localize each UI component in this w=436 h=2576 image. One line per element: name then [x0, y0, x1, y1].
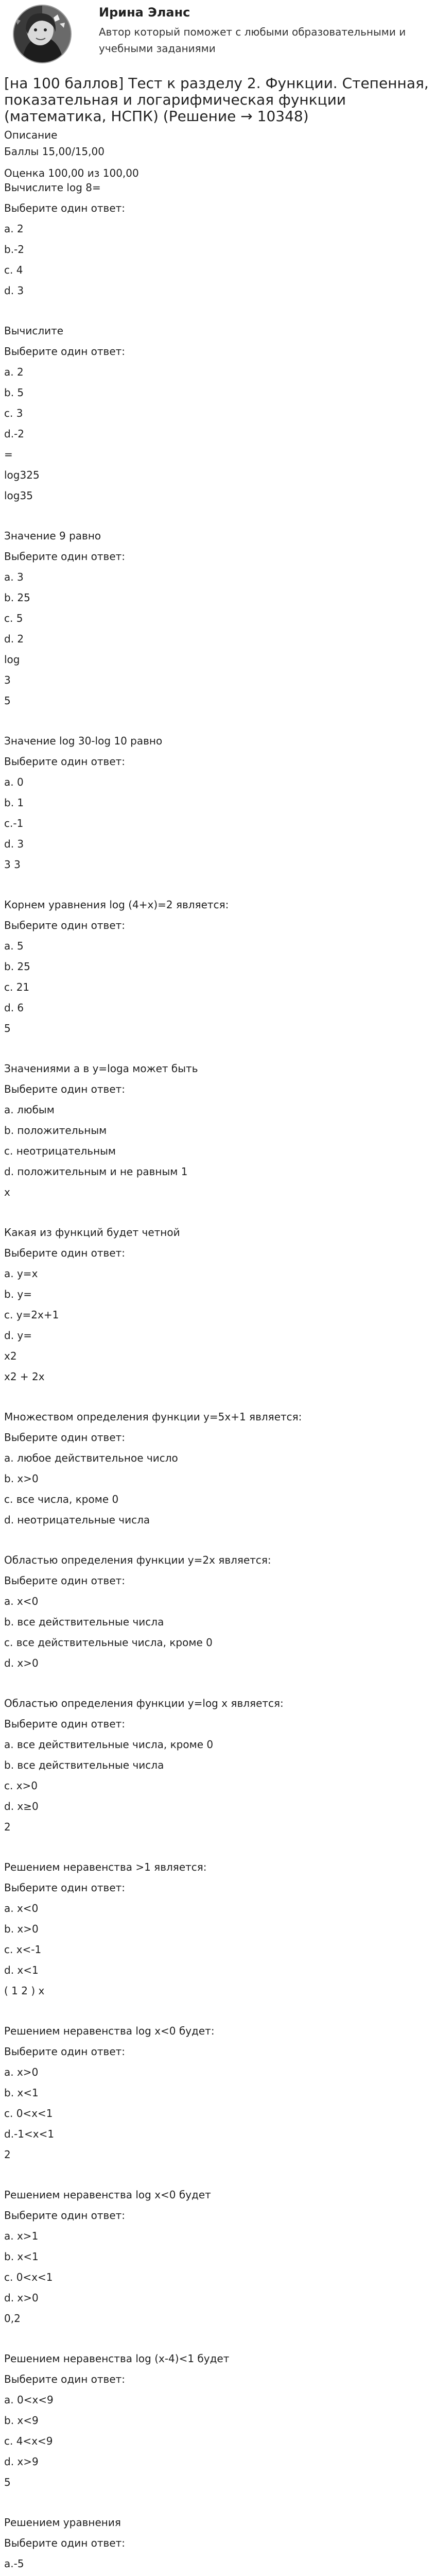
- page-title: [на 100 баллов] Тест к разделу 2. Функции. Степенная, показательная и логарифмическая функции (математика, НСПК) (Решение → 10348): [4, 75, 429, 125]
- question-block: [4, 2189, 432, 2352]
- answer-option: d. x>9: [4, 2455, 39, 2468]
- question-text: Вычислите log 8=: [4, 181, 101, 194]
- answer-option: c. 4<x<9: [4, 2435, 53, 2447]
- answer-option: b. 25: [4, 591, 30, 604]
- answer-option: b. положительным: [4, 1124, 107, 1137]
- question-block: [4, 325, 432, 530]
- answer-option: b. x>0: [4, 1923, 39, 1935]
- answer-option: a. любым: [4, 1104, 55, 1116]
- question-block: [4, 1411, 432, 1554]
- question-text: Решением неравенства >1 является:: [4, 1861, 207, 1873]
- answer-option: b. x>0: [4, 1472, 39, 1485]
- answer-option: c. все числа, кроме 0: [4, 1493, 119, 1505]
- answer-option: c.-1: [4, 817, 24, 829]
- answer-option: b. 25: [4, 960, 30, 973]
- answer-prompt: Выберите один ответ:: [4, 2537, 126, 2549]
- answer-option: c. x<-1: [4, 1943, 42, 1956]
- question-text: Областью определения функции y=log x является:: [4, 1697, 284, 1709]
- question-block: [4, 2025, 432, 2189]
- answer-option: a. x>0: [4, 2066, 39, 2078]
- answer-option: d. x<1: [4, 1964, 39, 1976]
- answer-option: a.-5: [4, 2557, 24, 2570]
- question-block: [4, 2516, 432, 2576]
- answer-option: c. все действительные числа, кроме 0: [4, 1636, 213, 1649]
- question-text: Какая из функций будет четной: [4, 1226, 180, 1239]
- answer-option: b. x<1: [4, 2087, 39, 2099]
- answer-option: c. 5: [4, 612, 23, 624]
- avatar-portrait-icon: [6, 3, 78, 65]
- answer-option: b. x<1: [4, 2250, 39, 2263]
- answer-option: d.-1<x<1: [4, 2128, 55, 2140]
- question-block: [4, 1062, 432, 1226]
- answer-prompt: Выберите один ответ:: [4, 755, 126, 768]
- author-name: Ирина Эланс: [99, 5, 190, 20]
- answer-option: a. 3: [4, 571, 24, 583]
- question-block: [4, 2352, 432, 2516]
- answer-option: a. 0: [4, 776, 24, 788]
- answer-text: =: [4, 448, 13, 461]
- answer-option: a. x<0: [4, 1902, 39, 1914]
- author-header: [0, 0, 436, 72]
- answer-prompt: Выберите один ответ:: [4, 2045, 126, 2058]
- answer-option: d. 6: [4, 1002, 24, 1014]
- answer-text: log35: [4, 489, 33, 502]
- question-block: [4, 1554, 432, 1697]
- question-text: Значение log 30-log 10 равно: [4, 735, 163, 747]
- answer-text: 5: [4, 2476, 11, 2488]
- answer-option: c. 0<x<1: [4, 2107, 53, 2120]
- answer-text: ( 1 2 ) x: [4, 1985, 45, 1997]
- answer-text: x2: [4, 1350, 17, 1362]
- answer-option: b. все действительные числа: [4, 1759, 164, 1771]
- answer-option: c. 3: [4, 407, 23, 419]
- answer-option: b.-2: [4, 243, 24, 256]
- answer-text: 5: [4, 694, 11, 707]
- answer-option: a. 0<x<9: [4, 2394, 54, 2406]
- answer-option: b. все действительные числа: [4, 1616, 164, 1628]
- answer-option: c. 4: [4, 264, 23, 276]
- question-text: Значениями a в y=loga может быть: [4, 1062, 198, 1075]
- answer-prompt: Выберите один ответ:: [4, 1083, 126, 1095]
- question-text: Областью определения функции y=2x является:: [4, 1554, 271, 1566]
- answer-text: 3: [4, 674, 11, 686]
- question-text: Множеством определения функции y=5x+1 является:: [4, 1411, 302, 1423]
- answer-prompt: Выберите один ответ:: [4, 202, 126, 214]
- points-value: Баллы 15,00/15,00: [4, 145, 104, 158]
- answer-option: a. 5: [4, 940, 24, 952]
- answer-option: c. y=2x+1: [4, 1309, 59, 1321]
- answer-prompt: Выберите один ответ:: [4, 1431, 126, 1444]
- answer-option: d. x>0: [4, 2292, 39, 2304]
- answer-option: b. y=: [4, 1288, 32, 1300]
- answer-text: log325: [4, 469, 40, 481]
- answer-text: 3 3: [4, 858, 21, 871]
- answer-text: 2: [4, 2148, 11, 2161]
- answer-option: b. 5: [4, 386, 24, 399]
- result-summary: [4, 127, 432, 181]
- answer-option: a. все действительные числа, кроме 0: [4, 1738, 214, 1751]
- answer-option: a. x>1: [4, 2230, 39, 2242]
- answer-text: 5: [4, 1022, 11, 1035]
- answer-option: a. y=x: [4, 1267, 38, 1280]
- answer-option: d. 3: [4, 838, 24, 850]
- question-list: [4, 181, 432, 2576]
- answer-option: d. x≥0: [4, 1800, 39, 1812]
- answer-option: a. x<0: [4, 1595, 39, 1607]
- answer-prompt: Выберите один ответ:: [4, 1718, 126, 1730]
- question-block: [4, 899, 432, 1062]
- answer-text: x: [4, 1186, 10, 1198]
- question-block: [4, 530, 432, 735]
- answer-text: x2 + 2x: [4, 1370, 45, 1383]
- question-text: Решением неравенства log x<0 будет:: [4, 2025, 215, 2037]
- answer-option: d. неотрицательные числа: [4, 1514, 150, 1526]
- answer-option: a. 2: [4, 223, 24, 235]
- answer-option: a. любое действительное число: [4, 1452, 178, 1464]
- answer-option: d. x>0: [4, 1657, 39, 1669]
- question-text: Решением уравнения: [4, 2516, 121, 2529]
- question-block: [4, 1861, 432, 2025]
- author-description: Автор который поможет с любыми образовательными и учебными заданиями: [99, 26, 406, 55]
- answer-text: log: [4, 653, 20, 666]
- question-block: [4, 735, 432, 899]
- answer-option: c. 21: [4, 981, 30, 993]
- question-text: Вычислите: [4, 325, 64, 337]
- answer-prompt: Выберите один ответ:: [4, 1882, 126, 1894]
- answer-option: c. 0<x<1: [4, 2271, 53, 2283]
- answer-prompt: Выберите один ответ:: [4, 919, 126, 931]
- answer-option: d. 2: [4, 633, 24, 645]
- question-block: [4, 1697, 432, 1861]
- answer-option: c. x>0: [4, 1780, 38, 1792]
- answer-option: b. x<9: [4, 2414, 39, 2427]
- answer-prompt: Выберите один ответ:: [4, 1574, 126, 1587]
- answer-prompt: Выберите один ответ:: [4, 2209, 126, 2222]
- question-text: Решением неравенства log x<0 будет: [4, 2189, 211, 2201]
- question-text: Решением неравенства log (x-4)<1 будет: [4, 2352, 230, 2365]
- answer-option: b. 1: [4, 796, 24, 809]
- answer-text: 0,2: [4, 2312, 21, 2325]
- grade-value: Оценка 100,00 из 100,00: [4, 167, 139, 179]
- answer-prompt: Выберите один ответ:: [4, 1247, 126, 1259]
- answer-option: d.-2: [4, 428, 24, 440]
- answer-option: d. положительным и не равным 1: [4, 1165, 188, 1178]
- answer-prompt: Выберите один ответ:: [4, 550, 126, 563]
- answer-option: d. 3: [4, 284, 24, 297]
- question-text: Значение 9 равно: [4, 530, 101, 542]
- answer-text: 2: [4, 1821, 11, 1833]
- answer-prompt: Выберите один ответ:: [4, 2373, 126, 2385]
- answer-option: c. неотрицательным: [4, 1145, 116, 1157]
- description-label: Описание: [4, 129, 58, 141]
- question-block: [4, 1226, 432, 1411]
- question-block: [4, 181, 432, 325]
- answer-option: d. y=: [4, 1329, 32, 1342]
- answer-option: a. 2: [4, 366, 24, 378]
- question-text: Корнем уравнения log (4+x)=2 является:: [4, 899, 229, 911]
- answer-prompt: Выберите один ответ:: [4, 345, 126, 358]
- author-avatar: [6, 3, 78, 65]
